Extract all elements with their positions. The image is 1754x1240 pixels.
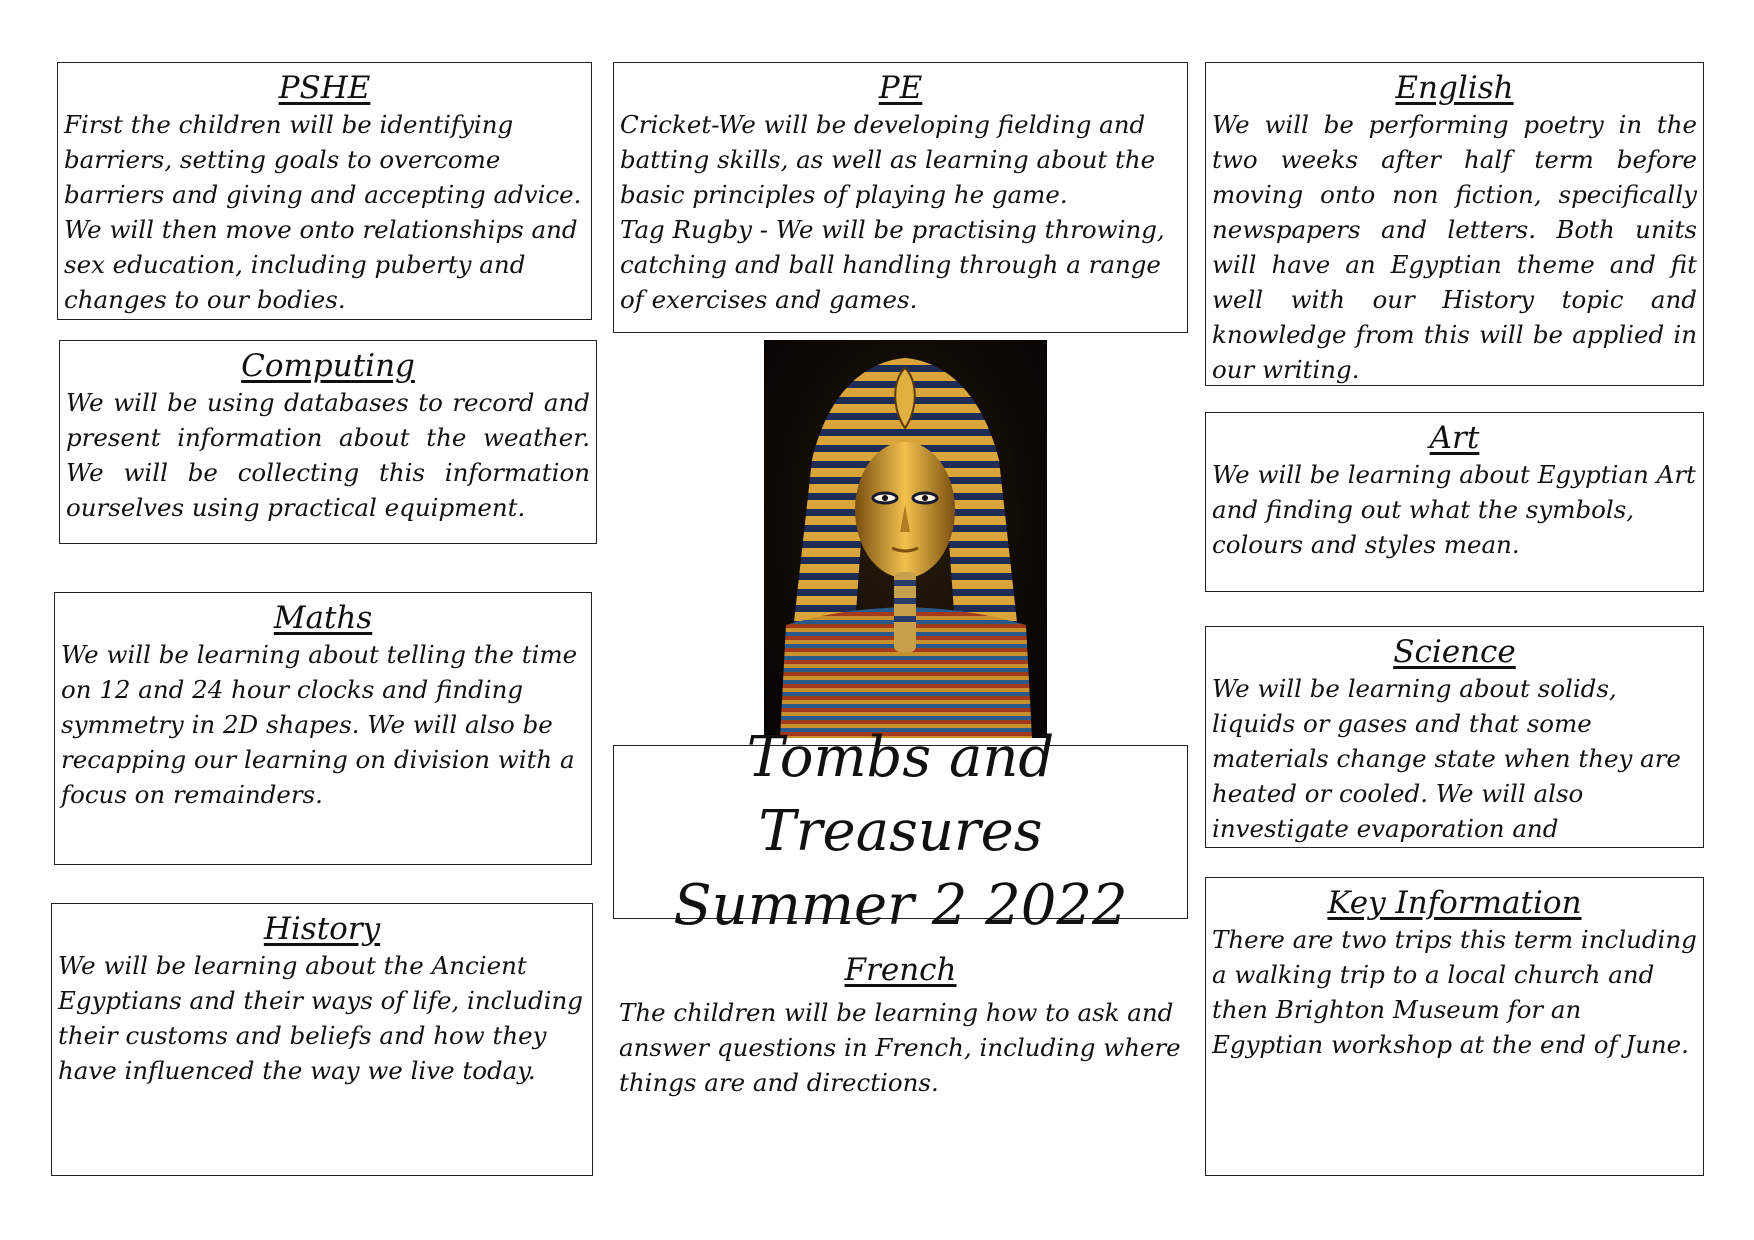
pharaoh-mask-image [764, 340, 1047, 738]
english-box [1205, 62, 1704, 386]
science-text: We will be learning about solids, liquids or gases and that some materials change state when they are heated or cooled. We will also investigate evaporation and [1212, 674, 1681, 843]
art-heading: Art [1429, 420, 1480, 456]
english-text: We will be performing poetry in the two weeks after half term before moving onto non fiction, specifically newspapers and letters. Both units will have an Egyptian theme and fit well with our History topic and knowledge from this will be applied in our writing. [1212, 110, 1697, 384]
pe-text: Cricket-We will be developing fielding and batting skills, as well as learning about the basic principles of playing he game. Tag Rugby - We will be practising throwing, catching and ball handling through a range of exercises and games. [620, 110, 1165, 314]
maths-text: We will be learning about telling the time on 12 and 24 hour clocks and finding symmetry in 2D shapes. We will also be recapping our learning on division with a focus on remainders. [61, 640, 578, 809]
maths-box [54, 592, 592, 865]
history-heading: History [263, 911, 381, 947]
french-box [613, 945, 1188, 1175]
science-heading: Science [1393, 634, 1516, 670]
pshe-heading: PSHE [278, 70, 371, 106]
computing-text: We will be using databases to record and present information about the weather. We will be collecting this information ourselves using practical equipment. [66, 388, 590, 522]
pharaoh-mask-icon [764, 340, 1047, 738]
computing-heading: Computing [241, 348, 415, 384]
english-heading: English [1395, 70, 1514, 106]
key-information-text: There are two trips this term including a walking trip to a local church and then Brighton Museum for an Egyptian workshop at the end of June. [1212, 925, 1697, 1059]
pe-heading: PE [878, 70, 923, 106]
science-box [1205, 626, 1704, 848]
title-box [613, 725, 1188, 938]
french-text: The children will be learning how to ask and answer questions in French, including where things are and directions. [619, 998, 1181, 1097]
pe-box [613, 62, 1188, 333]
topic-title: Tombs and Treasures [746, 725, 1055, 864]
pshe-box [57, 62, 592, 320]
art-box [1205, 412, 1704, 592]
art-text: We will be learning about Egyptian Art and finding out what the symbols, colours and styles mean. [1212, 460, 1696, 559]
maths-heading: Maths [273, 600, 373, 636]
history-box [51, 903, 593, 1176]
pshe-text: First the children will be identifying barriers, setting goals to overcome barriers and giving and accepting advice. We will then move onto relationships and sex education, including puberty and changes to our bodies. [64, 110, 582, 314]
computing-box [59, 340, 597, 544]
key-information-box [1205, 877, 1704, 1176]
french-heading: French [844, 952, 957, 988]
history-text: We will be learning about the Ancient Egyptians and their ways of life, including their customs and beliefs and how they have influenced the way we live today. [58, 951, 583, 1085]
key-information-heading: Key Information [1327, 885, 1582, 921]
term-title: Summer 2 2022 [673, 873, 1128, 938]
